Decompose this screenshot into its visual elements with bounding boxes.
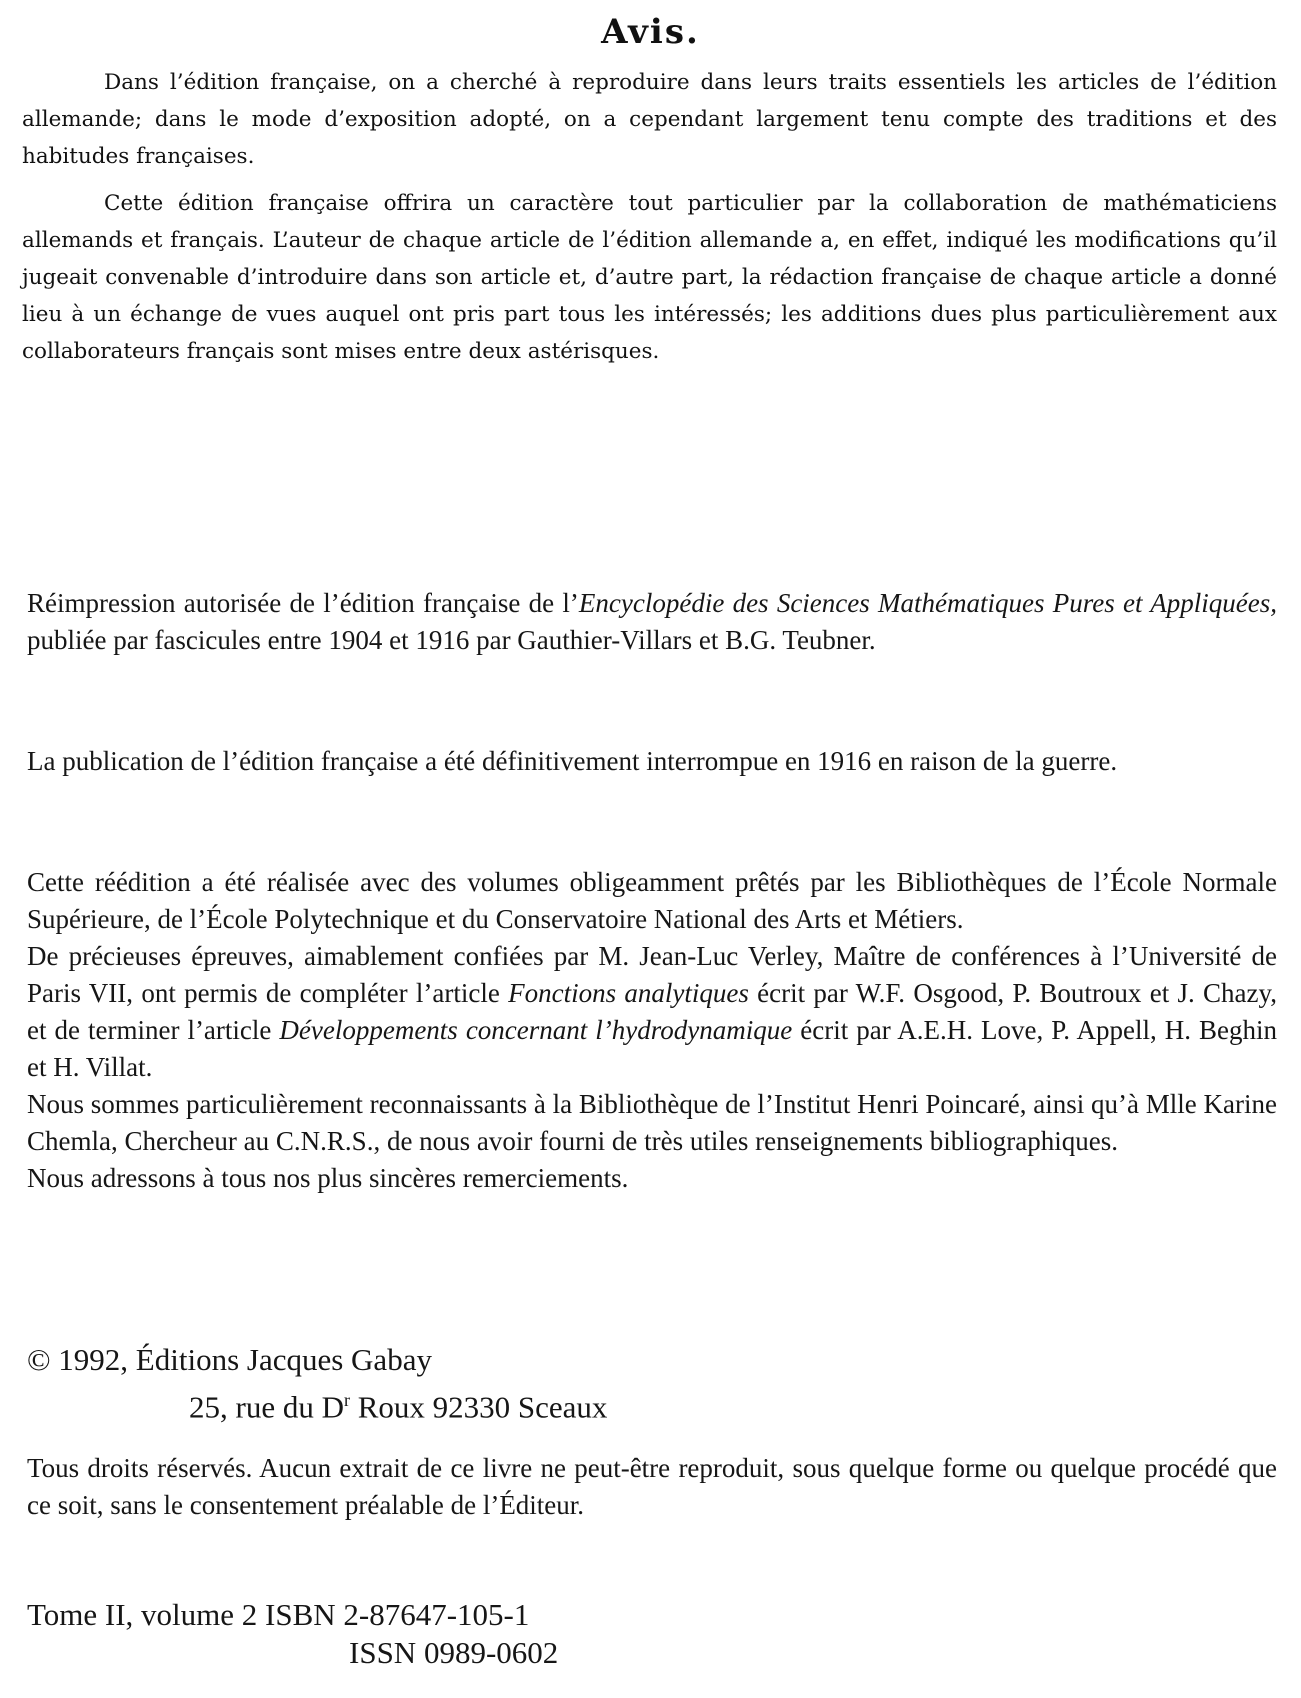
article-title-hydrodynamique: Développements concernant l’hydrodynamique — [279, 1015, 793, 1045]
reedition-thanks-all: Nous adressons à tous nos plus sincères remerciements. — [27, 1163, 629, 1193]
avis-paragraph-1: Dans l’édition française, on a cherché à reproduire dans leurs traits essentiels les articles de l’édition allemande; dans le mode d’exposition adopté, on a cependant largement tenu compte des traditions et des habitudes françaises. — [22, 70, 1277, 169]
issn: ISSN 0989-0602 — [349, 1635, 559, 1670]
address-superscript: r — [343, 1390, 350, 1410]
identifiers-block — [27, 1596, 558, 1672]
proofs-text-c: écrit par A.E.H. Love, P. Appell, H. Beghin et H. Villat. — [27, 1015, 1277, 1082]
proofs-text-b: écrit par W.F. Osgood, P. Boutroux et J. Chazy, et de terminer l’article — [27, 978, 1278, 1045]
reedition-thanks-poincare: Nous sommes particulièrement reconnaissants à la Bibliothèque de l’Institut Henri Poincaré, ainsi qu’à Mlle Karine Chemla, Chercheur au C.N.R.S., de nous avoir fourni de très utiles renseignements bibliographiques. — [27, 1089, 1277, 1156]
rights-notice: Tous droits réservés. Aucun extrait de ce livre ne peut-être reproduit, sous quelque forme ou quelque procédé que ce soit, sans le consentement préalable de l’Éditeur. — [27, 1453, 1277, 1520]
address-part-2: Roux 92330 Sceaux — [349, 1389, 608, 1425]
proofs-text-a: De précieuses épreuves, aimablement confiées par M. Jean-Luc Verley, Maître de conférences à l’Université de Paris VII, ont permis de compléter l’article — [27, 941, 1277, 1008]
publisher-address — [27, 1380, 607, 1427]
avis-paragraph-2: Cette édition française offrira un caractère tout particulier par la collaboration de mathématiciens allemands et français. L’auteur de chaque article de l’édition allemande a, en effet, indiqué les modifications qu’il jugeait convenable d’introduire dans son article et, d’autre part, la rédaction française de chaque article a donné lieu à un échange de vues auquel ont pris part tous les intéressés; les additions dues plus particulièrement aux collaborateurs français sont mises entre deux astérisques. — [22, 191, 1277, 364]
copyright-block — [27, 1340, 607, 1427]
avis-title: Avis. — [601, 12, 700, 52]
reedition-libraries: Cette réédition a été réalisée avec des volumes obligeamment prêtés par les Bibliothèques de l’École Normale Supérieure, de l’École Polytechnique et du Conservatoire National des Arts et Métiers. — [27, 867, 1277, 934]
publication-note: La publication de l’édition française a été définitivement interrompue en 1916 en raison de la guerre. — [27, 746, 1118, 776]
reedition-acknowledgements — [27, 864, 1277, 1197]
article-title-fonctions: Fonctions analytiques — [508, 978, 749, 1008]
reprint-text-after: publiée par fascicules entre 1904 et 1916 par Gauthier-Villars et B.G. Teubner. — [27, 625, 876, 655]
reprint-text-before: Réimpression autorisée de l’édition française de l’ — [27, 588, 579, 618]
copyright-publisher: © 1992, Éditions Jacques Gabay — [27, 1342, 432, 1377]
reprint-notice — [27, 585, 1277, 659]
address-part-1: 25, rue du D — [189, 1389, 344, 1425]
encyclopedia-title: Encyclopédie des Sciences Mathématiques Pures et Appliquées, — [578, 588, 1277, 618]
tome-isbn: Tome II, volume 2 ISBN 2-87647-105-1 — [27, 1597, 530, 1632]
reedition-proofs — [27, 938, 1277, 1086]
